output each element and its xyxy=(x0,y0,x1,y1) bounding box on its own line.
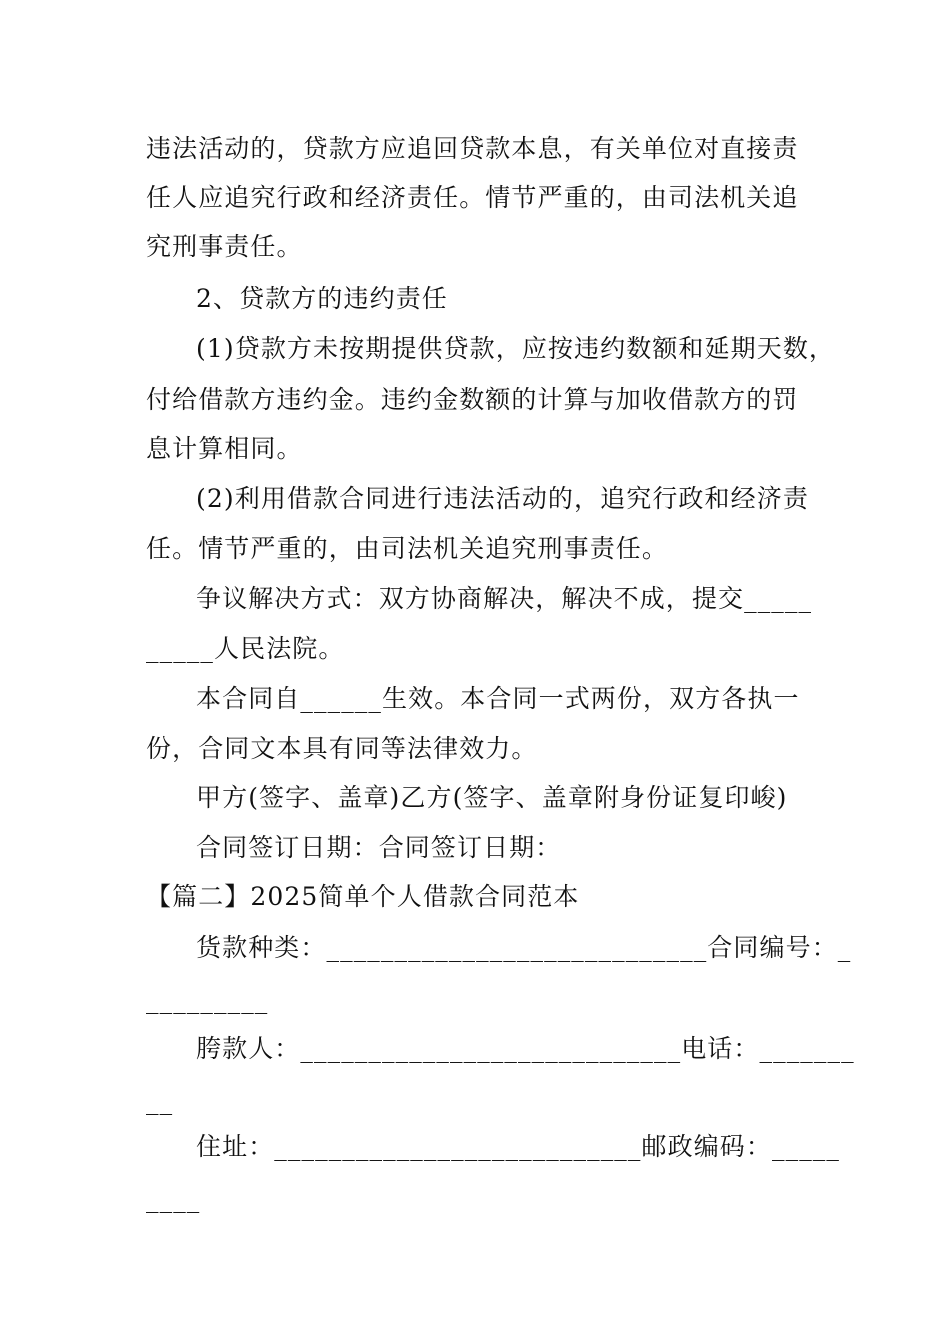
paragraph-line: (1)贷款方未按期提供贷款，应按违约数额和延期天数， xyxy=(196,334,836,363)
effective-clause-line: 份，合同文本具有同等法律效力。 xyxy=(146,734,538,763)
paragraph-line: 付给借款方违约金。违约金数额的计算与加收借款方的罚 xyxy=(146,385,799,414)
sign-date-line: 合同签订日期：合同签订日期： xyxy=(196,833,562,862)
address-field: 住址：___________________________邮政编码：_____ xyxy=(196,1132,841,1161)
dispute-resolution-line: 争议解决方式：双方协商解决，解决不成，提交_____ xyxy=(196,584,813,613)
paragraph-line: (2)利用借款合同进行违法活动的，追究行政和经济责 xyxy=(196,484,809,513)
paragraph-line: 违法活动的，贷款方应追回贷款本息，有关单位对直接责 xyxy=(146,134,799,163)
dispute-resolution-line: _____人民法院。 xyxy=(146,634,345,663)
paragraph-line: 任人应追究行政和经济责任。情节严重的，由司法机关追 xyxy=(146,183,799,212)
paragraph-line: 究刑事责任。 xyxy=(146,232,303,261)
paragraph-line: 息计算相同。 xyxy=(146,434,303,463)
phone-underline: __ xyxy=(146,1086,174,1115)
contract-title: 【篇二】2025简单个人借款合同范本 xyxy=(146,882,580,911)
effective-clause-line: 本合同自______生效。本合同一式两份，双方各执一 xyxy=(196,684,800,713)
section-heading: 2、贷款方的违约责任 xyxy=(196,284,448,313)
loan-type-field: 货款种类：____________________________合同编号：_ xyxy=(196,933,852,962)
contract-number-underline: _________ xyxy=(146,985,269,1014)
signature-line: 甲方(签字、盖章)乙方(签字、盖章附身份证复印峻) xyxy=(196,783,788,812)
borrower-field: 胯款人：____________________________电话：_______ xyxy=(196,1034,855,1063)
paragraph-line: 任。情节严重的，由司法机关追究刑事责任。 xyxy=(146,534,669,563)
postal-code-underline: ____ xyxy=(146,1184,201,1213)
